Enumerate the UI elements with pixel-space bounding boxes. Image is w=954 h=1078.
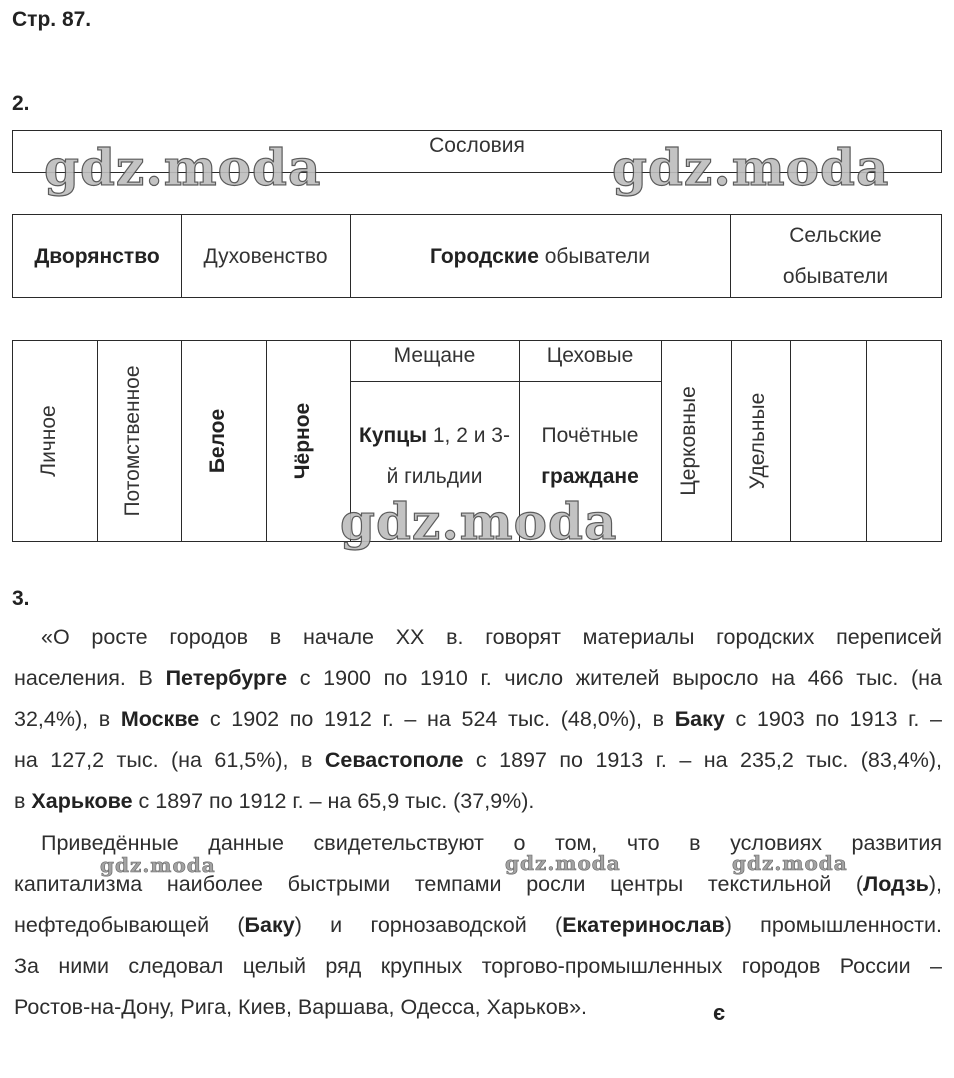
sub-appanage: Удельные (746, 392, 769, 490)
estate-rural: Сельские обыватели (782, 224, 889, 288)
watermark-5: gdz.moda (505, 851, 621, 875)
text-run: ), (928, 872, 942, 896)
text-run: За ними следовал целый ряд крупных торгово-промышленных городов России – (14, 954, 942, 978)
city-name: Баку (244, 913, 295, 937)
text-run: с 1897 по 1913 г. – на 235,2 тыс. (83,4%), (463, 748, 942, 772)
sub-pochetnye: Почётные граждане (541, 424, 639, 488)
p1-line (14, 699, 942, 740)
watermark-3: gdz.moda (340, 492, 618, 551)
text-run: нефтедобывающей ( (14, 913, 245, 937)
sub-church: Церковные (677, 386, 700, 496)
sub-meshchane: Мещане (393, 344, 476, 367)
city-name: Баку (674, 707, 725, 731)
p1-line (14, 658, 942, 699)
text-run: Ростов-на-Дону, Рига, Киев, Варшава, Одесса, Харьков». (14, 995, 588, 1019)
task-2-number: 2. (12, 92, 30, 115)
p2-line (14, 905, 942, 946)
sub-hereditary: Потомственное (121, 365, 144, 517)
estates-table (12, 214, 942, 298)
text-run: в (14, 789, 32, 813)
text-run: с 1897 по 1912 г. – на 65,9 тыс. (37,9%). (132, 789, 535, 813)
text-run: ) промышленности. (724, 913, 943, 937)
text-run: «О росте городов в начале XX в. говорят материалы городских переписей (41, 625, 942, 649)
watermark-1: gdz.moda (44, 138, 322, 197)
city-name: Москве (120, 707, 200, 731)
sub-tsekhovye: Цеховые (546, 344, 634, 367)
watermark-2: gdz.moda (612, 138, 890, 197)
city-name: Харькове (31, 789, 133, 813)
text-run: на 127,2 тыс. (на 61,5%), в (14, 748, 325, 772)
corner-mark: є (713, 1000, 726, 1025)
p2-line (14, 987, 942, 1028)
estate-clergy: Духовенство (203, 244, 328, 268)
paragraph-1 (14, 617, 942, 822)
text-run: населения. В (14, 666, 166, 690)
city-name: Петербурге (165, 666, 288, 690)
p1-line (14, 617, 942, 658)
estate-urban: Городские обыватели (429, 244, 651, 268)
p1-line (14, 740, 942, 781)
estate-nobility: Дворянство (34, 244, 160, 268)
watermark-6: gdz.moda (732, 851, 848, 875)
sub-white-clergy: Белое (206, 408, 229, 474)
text-run: капитализма наиболее быстрыми темпами росли центры текстильной ( (14, 872, 864, 896)
p2-line (14, 946, 942, 987)
sub-black-clergy: Чёрное (291, 402, 314, 480)
text-run: с 1900 по 1910 г. число жителей выросло на 466 тыс. (на (287, 666, 942, 690)
estates-header: Сословия (429, 134, 525, 157)
text-run: Приведённые данные свидетельствуют о том, что в условиях развития (41, 831, 942, 855)
watermark-4: gdz.moda (100, 853, 216, 877)
text-run: 32,4%), в (14, 707, 121, 731)
text-run: с 1903 по 1913 г. – (724, 707, 942, 731)
page-title: Стр. 87. (12, 8, 92, 31)
sub-kuptsy: Купцы 1, 2 и 3-й гильдии (359, 424, 510, 488)
p1-line (14, 781, 942, 822)
text-run: с 1902 по 1912 г. – на 524 тыс. (48,0%), в (199, 707, 675, 731)
text-run: ) и горнозаводской ( (294, 913, 563, 937)
sub-personal: Личное (37, 405, 60, 477)
task-3-number: 3. (12, 587, 30, 610)
city-name: Севастополе (324, 748, 464, 772)
city-name: Лодзь (863, 872, 929, 896)
city-name: Екатеринослав (562, 913, 725, 937)
